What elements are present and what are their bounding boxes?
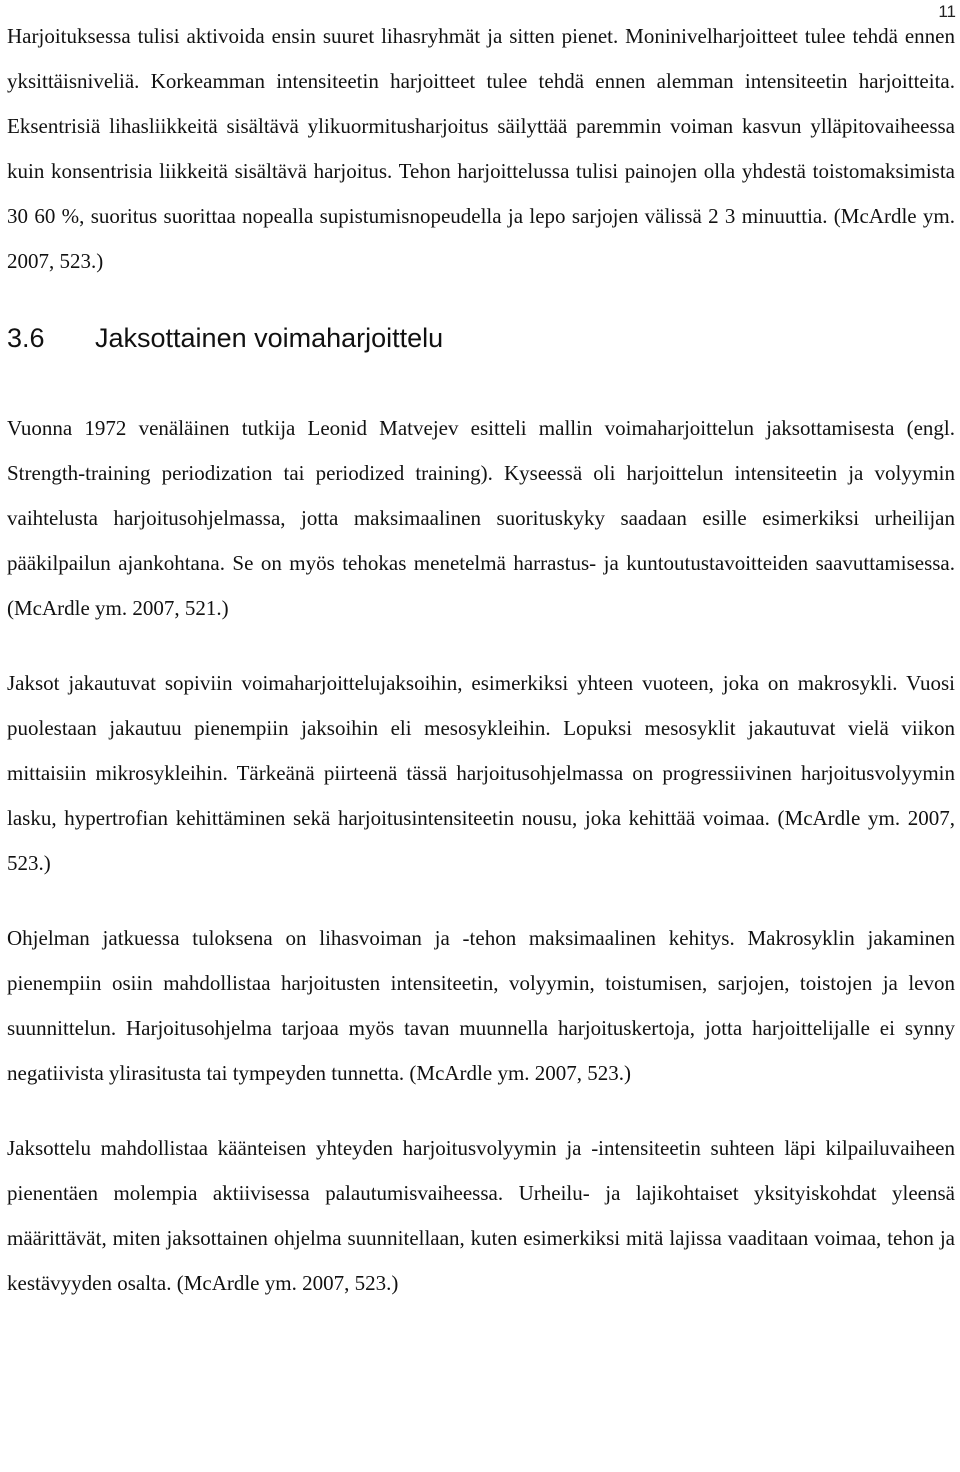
document-body	[7, 14, 955, 1306]
paragraph-program-outcome: Ohjelman jatkuessa tuloksena on lihasvoiman ja -tehon maksimaalinen kehitys. Makrosyklin jakaminen pienempiin osiin mahdollistaa harjoitusten intensiteetin, volyymin, toistumisen, sarjojen, toistojen ja levon suunnittelun. Harjoitusohjelma tarjoaa myös tavan muunnella harjoituskertoja, jotta harjoittelijalle ei synny negatiivista ylirasitusta tai tympeyden tunnetta. (McArdle ym. 2007, 523.)	[7, 926, 955, 1085]
spacer	[7, 1096, 955, 1126]
spacer	[7, 284, 955, 320]
spacer	[7, 356, 955, 406]
section-heading	[7, 320, 955, 356]
paragraph-training-order: Harjoituksessa tulisi aktivoida ensin suuret lihasryhmät ja sitten pienet. Moninivelharjoitteet tulee tehdä ennen yksittäisniveliä. Korkeamman intensiteetin harjoitteet tulee tehdä ennen alemman intensiteetin harjoitteita. Eksentrisiä lihasliikkeitä sisältävä ylikuormitusharjoitus säilyttää paremmin voiman kasvun ylläpitovaiheessa kuin konsentrisia liikkeitä sisältävä harjoitus. Tehon harjoittelussa tulisi painojen olla yhdestä toistomaksimista 30 60 %, suoritus suorittaa nopealla supistumisnopeudella ja lepo sarjojen välissä 2 3 minuuttia. (McArdle ym. 2007, 523.)	[7, 24, 955, 273]
paragraph-cycles: Jaksot jakautuvat sopiviin voimaharjoittelujaksoihin, esimerkiksi yhteen vuoteen, joka on makrosykli. Vuosi puolestaan jakautuu pienempiin jaksoihin eli mesosykleihin. Lopuksi mesosyklit jakautuvat vielä viikon mittaisiin mikrosykleihin. Tärkeänä piirteenä tässä harjoitusohjelmassa on progressiivinen harjoitusvolyymin lasku, hypertrofian kehittäminen sekä harjoitusintensiteetin nousu, joka kehittää voimaa. (McArdle ym. 2007, 523.)	[7, 671, 955, 875]
paragraph-periodization-benefits: Jaksottelu mahdollistaa käänteisen yhteyden harjoitusvolyymin ja -intensiteetin suhteen läpi kilpailuvaiheen pienentäen molempia aktiivisessa palautumisvaiheessa. Urheilu- ja lajikohtaiset yksityiskohdat yleensä määrittävät, miten jaksottainen ohjelma suunnitellaan, kuten esimerkiksi mitä lajissa vaaditaan voimaa, tehon ja kestävyyden osalta. (McArdle ym. 2007, 523.)	[7, 1136, 955, 1295]
paragraph-matvejev: Vuonna 1972 venäläinen tutkija Leonid Matvejev esitteli mallin voimaharjoittelun jaksottamisesta (engl. Strength-training periodization tai periodized training). Kyseessä oli harjoittelun intensiteetin ja volyymin vaihtelusta harjoitusohjelmassa, jotta maksimaalinen suorituskyky saadaan esille esimerkiksi urheilijan pääkilpailun ajankohtana. Se on myös tehokas menetelmä harrastus- ja kuntoutustavoitteiden saavuttamisessa. (McArdle ym. 2007, 521.)	[7, 416, 955, 620]
page-number: 11	[938, 2, 956, 21]
section-number: 3.6	[7, 323, 45, 353]
spacer	[7, 631, 955, 661]
spacer	[7, 886, 955, 916]
section-title: Jaksottainen voimaharjoittelu	[95, 323, 444, 353]
